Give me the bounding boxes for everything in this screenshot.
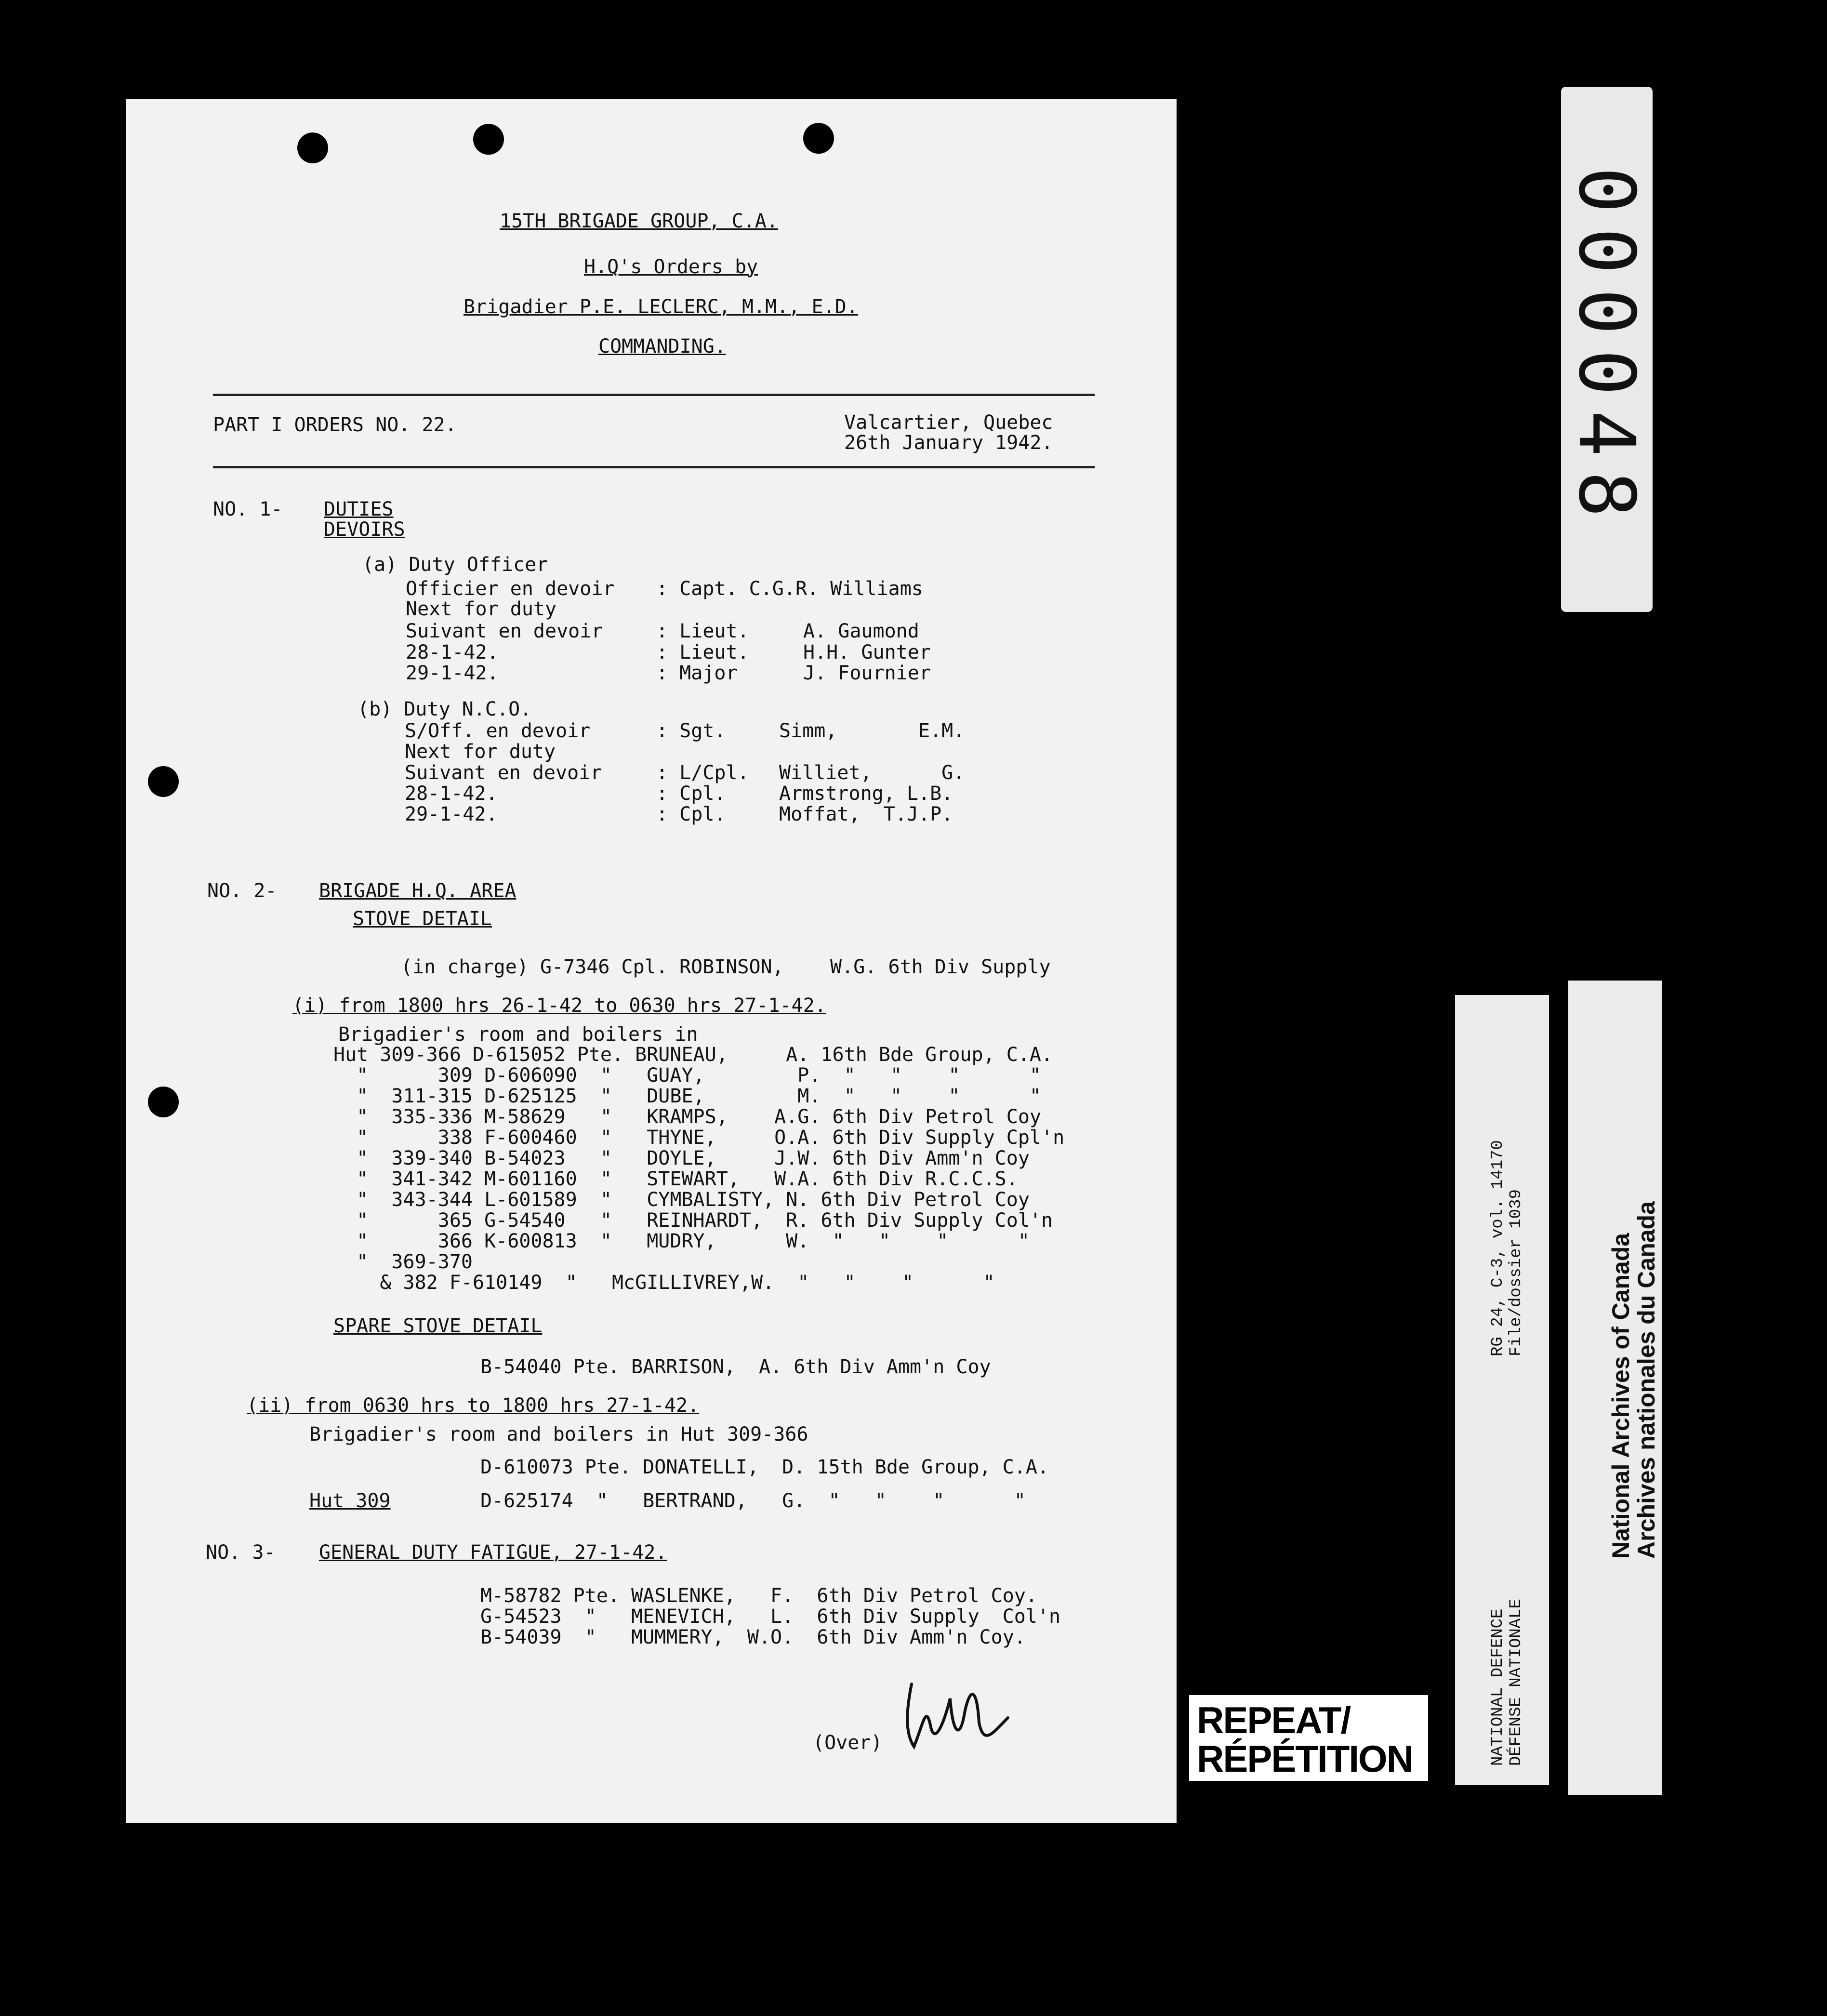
section-number: NO. 3- bbox=[206, 1541, 276, 1564]
frame-number: 000048 bbox=[1562, 167, 1652, 532]
duty-row-label: Suivant en devoir bbox=[406, 620, 603, 642]
list-item: " 335-336 M-58629 " KRAMPS, A.G. 6th Div Petrol Coy bbox=[333, 1106, 1042, 1128]
archive-file: File/dossier 1039 bbox=[1507, 1189, 1525, 1356]
list-item: B-54039 " MUMMERY, W.O. 6th Div Amm'n Coy. bbox=[480, 1626, 1026, 1648]
duty-row-label: S/Off. en devoir bbox=[405, 720, 591, 742]
list-item: G-54523 " MENEVICH, L. 6th Div Supply Col'n bbox=[480, 1605, 1061, 1628]
punch-hole bbox=[297, 133, 328, 163]
archive-reference-strip bbox=[1455, 995, 1549, 1785]
spare-heading: SPARE STOVE DETAIL bbox=[333, 1315, 543, 1337]
duty-row-label: 28-1-42. bbox=[405, 783, 498, 805]
duty-row-rank: : Cpl. bbox=[656, 803, 726, 825]
order-date: 26th January 1942. bbox=[844, 432, 1053, 454]
list-item: D-610073 Pte. DONATELLI, D. 15th Bde Group, C.A. bbox=[480, 1456, 1049, 1478]
list-item: " 309 D-606090 " GUAY, P. " " " " bbox=[333, 1064, 1042, 1087]
hut-label: Hut 309 bbox=[309, 1490, 391, 1512]
repeat-fr: RÉPÉTITION bbox=[1197, 1737, 1413, 1780]
duty-row-name: H.H. Gunter bbox=[803, 641, 931, 663]
part-orders: PART I ORDERS NO. 22. bbox=[213, 414, 457, 436]
duty-row-rank: : Sgt. bbox=[656, 720, 726, 742]
duty-row-label: 29-1-42. bbox=[405, 803, 498, 825]
repeat-label bbox=[1189, 1695, 1428, 1781]
initials-signature bbox=[897, 1670, 1042, 1756]
punch-hole bbox=[148, 766, 179, 797]
section-title: DUTIES bbox=[324, 498, 394, 520]
list-item: " 365 G-54540 " REINHARDT, R. 6th Div Supply Col'n bbox=[333, 1209, 1053, 1232]
duty-row-name: Armstrong, L.B. bbox=[779, 783, 953, 805]
duty-nco-label: (b) Duty N.C.O. bbox=[357, 698, 532, 720]
duty-row-rank: : L/Cpl. bbox=[656, 762, 749, 784]
duty-row-rank: : Capt. C.G.R. Williams bbox=[656, 578, 923, 600]
section-number: NO. 2- bbox=[207, 880, 277, 902]
frame-number-strip bbox=[1561, 87, 1653, 612]
punch-hole bbox=[148, 1087, 179, 1117]
orders-by: H.Q's Orders by bbox=[584, 256, 758, 278]
list-item: " 338 F-600460 " THYNE, O.A. 6th Div Supply Cpl'n bbox=[333, 1127, 1065, 1149]
duty-row-rank: : Lieut. bbox=[656, 641, 749, 663]
punch-hole bbox=[803, 123, 834, 154]
divider bbox=[213, 466, 1095, 468]
duty-row-label: Next for duty bbox=[406, 598, 557, 620]
list-item: M-58782 Pte. WASLENKE, F. 6th Div Petrol Coy. bbox=[480, 1585, 1037, 1607]
duty-officer-label: (a) Duty Officer bbox=[362, 554, 548, 576]
section-title: BRIGADE H.Q. AREA bbox=[319, 880, 516, 902]
duty-row-label: Officier en devoir bbox=[406, 578, 615, 600]
department-fr: DÉFENSE NATIONALE bbox=[1507, 1599, 1525, 1766]
period-heading: (ii) from 0630 hrs to 1800 hrs 27-1-42. bbox=[247, 1394, 700, 1417]
duty-row-rank: : Lieut. bbox=[656, 620, 749, 642]
list-item: " 366 K-600813 " MUDRY, W. " " " " bbox=[333, 1230, 1030, 1252]
duty-row-name: Williet, G. bbox=[779, 762, 965, 784]
list-item: " 369-370 bbox=[333, 1251, 473, 1273]
over-note: (Over) bbox=[813, 1732, 883, 1754]
in-charge-line: (in charge) G-7346 Cpl. ROBINSON, W.G. 6th Div Supply bbox=[401, 956, 1051, 978]
period-heading: (i) from 1800 hrs 26-1-42 to 0630 hrs 27-1-42. bbox=[292, 995, 826, 1017]
list-item: " 341-342 M-601160 " STEWART, W.A. 6th Div R.C.C.S. bbox=[333, 1168, 1018, 1190]
divider bbox=[213, 394, 1095, 396]
section-subtitle: STOVE DETAIL bbox=[353, 908, 492, 930]
period-intro: Brigadier's room and boilers in Hut 309-366 bbox=[309, 1423, 808, 1446]
duty-row-label: Next for duty bbox=[405, 741, 556, 763]
commander: Brigadier P.E. LECLERC, M.M., E.D. bbox=[463, 296, 858, 318]
duty-row-label: 28-1-42. bbox=[406, 641, 499, 663]
list-item: Hut 309-366 D-615052 Pte. BRUNEAU, A. 16th Bde Group, C.A. bbox=[333, 1044, 1053, 1066]
list-item: D-625174 " BERTRAND, G. " " " " bbox=[480, 1490, 1026, 1512]
document-page bbox=[126, 99, 1177, 1823]
archives-name-en: National Archives of Canada bbox=[1607, 1233, 1634, 1559]
period-intro: Brigadier's room and boilers in bbox=[338, 1023, 698, 1046]
repeat-en: REPEAT/ bbox=[1197, 1699, 1350, 1741]
unit-heading: 15TH BRIGADE GROUP, C.A. bbox=[500, 210, 778, 232]
list-item: & 382 F-610149 " McGILLIVREY,W. " " " " bbox=[333, 1272, 995, 1294]
duty-row-name: Moffat, T.J.P. bbox=[779, 803, 953, 825]
duty-row-name: J. Fournier bbox=[803, 662, 931, 684]
duty-row-rank: : Cpl. bbox=[656, 783, 726, 805]
list-item: " 343-344 L-601589 " CYMBALISTY, N. 6th Div Petrol Coy bbox=[333, 1189, 1030, 1211]
duty-row-name: A. Gaumond bbox=[803, 620, 919, 642]
department-en: NATIONAL DEFENCE bbox=[1489, 1608, 1507, 1766]
punch-hole bbox=[473, 124, 504, 155]
list-item: " 339-340 B-54023 " DOYLE, J.W. 6th Div Amm'n Coy bbox=[333, 1147, 1030, 1169]
list-item: " 311-315 D-625125 " DUBE, M. " " " " bbox=[333, 1085, 1042, 1107]
archives-name-fr: Archives nationales du Canada bbox=[1633, 1201, 1660, 1559]
duty-row-rank: : Major bbox=[656, 662, 738, 684]
commanding: COMMANDING. bbox=[598, 335, 726, 358]
duty-row-name: Simm, E.M. bbox=[779, 720, 965, 742]
spare-row: B-54040 Pte. BARRISON, A. 6th Div Amm'n Coy bbox=[480, 1356, 991, 1378]
section-number: NO. 1- bbox=[213, 498, 283, 520]
section-title: GENERAL DUTY FATIGUE, 27-1-42. bbox=[319, 1541, 667, 1564]
duty-row-label: 29-1-42. bbox=[406, 662, 499, 684]
duty-row-label: Suivant en devoir bbox=[405, 762, 602, 784]
place: Valcartier, Quebec bbox=[844, 411, 1053, 434]
section-title-fr: DEVOIRS bbox=[324, 518, 405, 541]
national-archives-strip bbox=[1568, 981, 1662, 1795]
archive-reference: RG 24, C-3, vol. 14170 bbox=[1489, 1140, 1507, 1356]
